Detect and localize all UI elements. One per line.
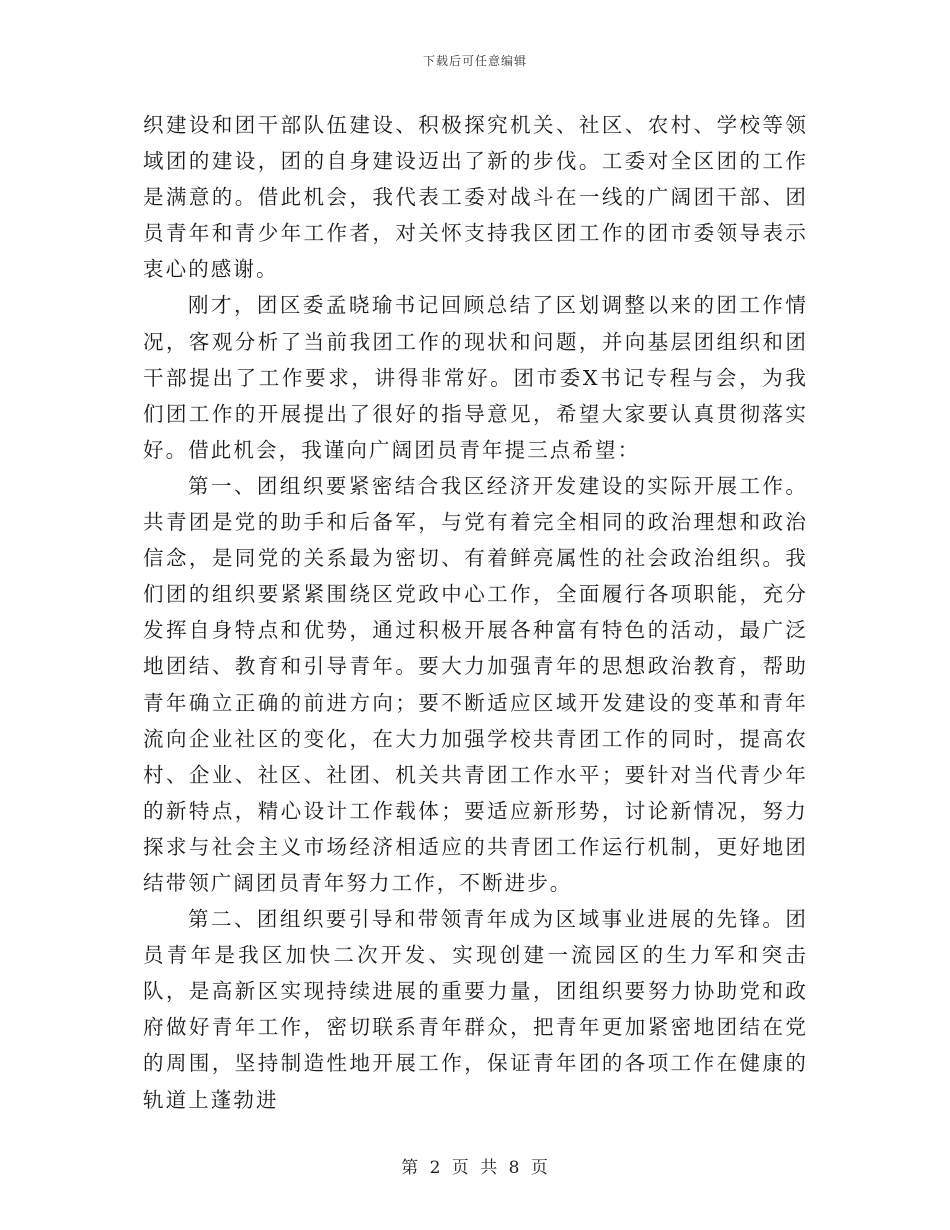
page-number-footer: 第 2 页 共 8 页 bbox=[401, 1158, 549, 1178]
paragraph: 刚才，团区委孟晓瑜书记回顾总结了区划调整以来的团工作情况，客观分析了当前我团工作的现状和问题，并向基层团组织和团干部提出了工作要求，讲得非常好。团市委X书记专程与会，为我们团工作的开展提出了很好的指导意见，希望大家要认真贯彻落实好。借此机会，我谨向广阔团员青年提三点希望： bbox=[143, 293, 808, 462]
page-header: 下载后可任意编辑 bbox=[422, 54, 527, 68]
paragraph: 第一、团组织要紧密结合我区经济开发建设的实际开展工作。共青团是党的助手和后备军，与党有着完全相同的政治理想和政治信念，是同党的关系最为密切、有着鲜亮属性的社会政治组织。我们团的组织要紧紧围绕区党政中心工作，全面履行各项职能，充分发挥自身特点和优势，通过积极开展各种富有特色的活动，最广泛地团结、教育和引导青年。要大力加强青年的思想政治教育，帮助青年确立正确的前进方向；要不断适应区域开发建设的变革和青年流向企业社区的变化，在大力加强学校共青团工作的同时，提高农村、企业、社区、社团、机关共青团工作水平；要针对当代青少年的新特点，精心设计工作载体；要适应新形势，讨论新情况，努力探求与社会主义市场经济相适应的共青团工作运行机制，更好地团结带领广阔团员青年努力工作，不断进步。 bbox=[143, 473, 808, 895]
paragraph: 第二、团组织要引导和带领青年成为区域事业进展的先锋。团员青年是我区加快二次开发、实现创建一流园区的生力军和突击队，是高新区实现持续进展的重要力量，团组织要努力协助党和政府做好青年工作，密切联系青年群众，把青年更加紧密地团结在党的周围，坚持制造性地开展工作，保证青年团的各项工作在健康的轨道上蓬勃进 bbox=[143, 907, 808, 1112]
paragraph: 织建设和团干部队伍建设、积极探究机关、社区、农村、学校等领域团的建设，团的自身建设迈出了新的步伐。工委对全区团的工作是满意的。借此机会，我代表工委对战斗在一线的广阔团干部、团员青年和青少年工作者，对关怀支持我区团工作的团市委领导表示衷心的感谢。 bbox=[143, 113, 808, 282]
document-body bbox=[143, 107, 808, 1118]
